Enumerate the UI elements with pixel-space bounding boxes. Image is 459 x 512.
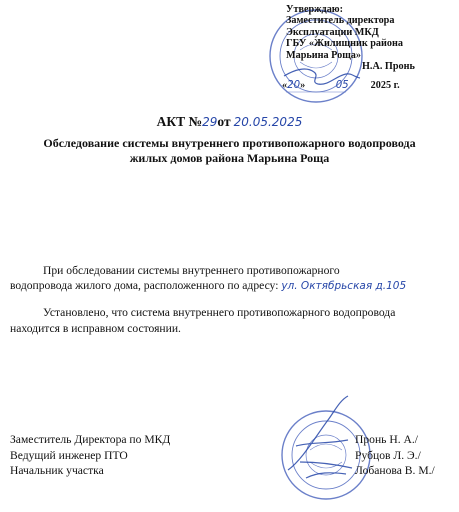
paragraph-1-line-2: водопровода жилого дома, расположенного по адресу: ул. Октябрьская д.105: [10, 279, 407, 292]
paragraph-2-line-1: Установлено, что система внутреннего противопожарного водопровода: [43, 306, 396, 319]
paragraph-1-line-1: При обследовании системы внутреннего противопожарного: [43, 264, 340, 277]
act-title: АКТ №29от 20.05.2025: [156, 114, 303, 129]
paragraph-2-line-2: находится в исправном состоянии.: [10, 322, 181, 335]
bottom-signature-scribble: [288, 396, 352, 478]
approval-line: Утверждаю:: [286, 4, 343, 15]
signature-position: Ведущий инженер ПТО: [10, 448, 128, 462]
act-number: 29: [202, 115, 218, 129]
approval-date-year: 2025 г.: [370, 80, 400, 91]
approval-signer: Н.А. Пронь: [362, 61, 415, 73]
approval-line: Эксплуатации МКД: [286, 26, 379, 38]
handwritten-address: ул. Октябрьская д.105: [281, 280, 407, 292]
act-subject: Обследование системы внутреннего противопожарного водопровода жилых домов района Марьина Роща: [43, 136, 416, 165]
signature-name: Пронь Н. А./: [355, 433, 419, 446]
approval-line: Заместитель директора: [286, 15, 395, 27]
signature-name: Рубцов Л. Э./: [355, 448, 421, 462]
approval-block: [286, 4, 415, 72]
signature-position: Заместитель Директора по МКД: [10, 433, 171, 446]
signature-position: Начальник участка: [10, 464, 104, 477]
approval-line: ГБУ «Жилищник района: [286, 38, 403, 50]
signature-name: Лобанова В. М./: [355, 464, 435, 477]
approval-date-month: 05: [335, 80, 349, 91]
approval-date-day: 20: [287, 80, 301, 91]
signature-names: [355, 432, 435, 479]
approval-line: Марьина Роща»: [286, 49, 361, 61]
approval-date: «20» 05 2025 г.: [282, 80, 400, 91]
signature-positions: [10, 432, 170, 479]
act-date: 20.05.2025: [233, 115, 303, 129]
